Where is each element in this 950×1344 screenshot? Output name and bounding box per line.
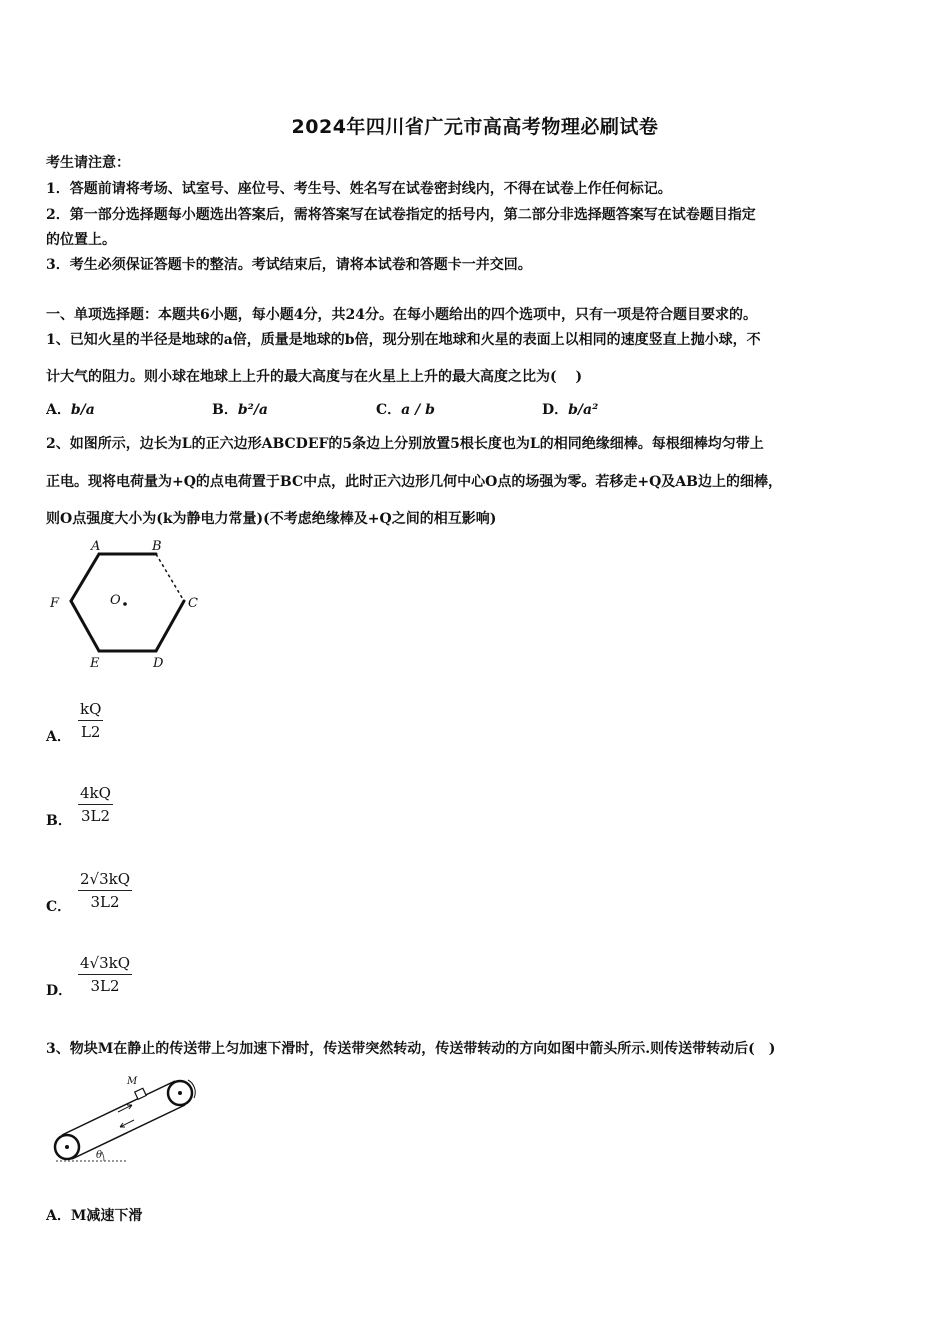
belt-top xyxy=(62,1081,175,1135)
notice-item-2: 2．第一部分选择题每小题选出答案后，需将答案写在试卷指定的括号内，第二部分非选择题答案写在试卷题目指定 xyxy=(46,207,756,223)
option-label: C． xyxy=(46,899,72,915)
q1-option-c[interactable] xyxy=(376,399,435,419)
conveyor-belt-figure xyxy=(48,1072,208,1168)
option-text: a / b xyxy=(401,402,435,418)
option-label: B． xyxy=(46,813,72,829)
option-label: D． xyxy=(542,402,569,418)
option-label: D． xyxy=(46,983,73,999)
edge-bc-dashed xyxy=(156,554,184,601)
edge-dc xyxy=(156,601,184,651)
upper-roller-axle xyxy=(178,1091,182,1095)
edge-fe xyxy=(71,601,99,651)
fraction xyxy=(78,870,132,911)
q3-option-a[interactable] xyxy=(46,1205,142,1225)
angle-arc xyxy=(102,1152,104,1161)
option-label: C． xyxy=(376,402,402,418)
numerator: 4kQ xyxy=(78,784,113,805)
q2-stem-line-2: 正电。现将电荷量为+Q的点电荷置于BC中点，此时正六边形几何中心O点的场强为零。若移走+Q及AB边上的细棒， xyxy=(46,474,782,490)
angle-label-theta: θ xyxy=(96,1150,103,1161)
denominator: L2 xyxy=(80,723,101,741)
vertex-label-d: D xyxy=(153,656,164,671)
option-text: b/a xyxy=(70,402,95,418)
notice-heading: 考生请注意： xyxy=(46,155,130,171)
q1-option-b[interactable] xyxy=(212,399,268,419)
vertex-label-e: E xyxy=(90,656,100,671)
center-point xyxy=(123,602,127,606)
vertex-label-a: A xyxy=(91,539,101,554)
q1-option-a[interactable] xyxy=(46,399,95,419)
hexagon-figure xyxy=(44,538,214,673)
option-text: b/a² xyxy=(568,402,599,418)
center-label-o: O xyxy=(110,593,121,608)
block-m xyxy=(135,1088,147,1099)
notice-item-3: 3．考生必须保证答题卡的整洁。考试结束后，请将本试卷和答题卡一并交回。 xyxy=(46,257,532,273)
option-text: M减速下滑 xyxy=(70,1208,143,1224)
lower-roller-axle xyxy=(65,1145,69,1149)
numerator: 2√3kQ xyxy=(78,870,132,891)
denominator: 3L2 xyxy=(90,893,120,911)
option-label: A． xyxy=(46,729,71,745)
section-heading: 一、单项选择题：本题共6小题，每小题4分，共24分。在每小题给出的四个选项中，只有一项是符合题目要求的。 xyxy=(46,307,757,323)
fraction xyxy=(78,784,113,825)
denominator: 3L2 xyxy=(90,977,120,995)
q1-stem-line-1: 1、已知火星的半径是地球的a倍，质量是地球的b倍，现分别在地球和火星的表面上以相同的速度竖直上抛小球，不 xyxy=(46,332,761,348)
q2-stem-line-1: 2、如图所示，边长为L的正六边形ABCDEF的5条边上分别放置5根长度也为L的相同绝缘细棒。每根细棒均匀带上 xyxy=(46,436,764,452)
vertex-label-b: B xyxy=(152,539,162,554)
option-label: A． xyxy=(46,1208,71,1224)
q1-option-d[interactable] xyxy=(542,399,598,419)
q3-stem-line-1: 3、物块M在静止的传送带上匀加速下滑时，传送带突然转动，传送带转动的方向如图中箭头所示.则传送带转动后( ) xyxy=(46,1041,776,1057)
belt-bottom xyxy=(72,1105,185,1159)
q2-stem-line-3: 则O点强度大小为(k为静电力常量)(不考虑绝缘棒及+Q之间的相互影响) xyxy=(46,511,497,527)
edge-fa xyxy=(71,554,99,601)
notice-item-2-cont: 的位置上。 xyxy=(46,232,116,248)
block-label-m: M xyxy=(127,1076,138,1087)
fraction xyxy=(78,700,103,741)
arrow-up-icon xyxy=(118,1105,132,1112)
hexagon-edges xyxy=(71,554,184,651)
fraction xyxy=(78,954,132,995)
arrow-down-icon xyxy=(120,1120,134,1127)
vertex-label-c: C xyxy=(188,596,198,611)
page-title: 2024年四川省广元市高高考物理必刷试卷 xyxy=(291,116,659,138)
option-text: b²/a xyxy=(237,402,268,418)
q1-stem-line-2: 计大气的阻力。则小球在地球上上升的最大高度与在火星上上升的最大高度之比为( ) xyxy=(46,369,583,385)
numerator: 4√3kQ xyxy=(78,954,132,975)
denominator: 3L2 xyxy=(80,807,110,825)
numerator: kQ xyxy=(78,700,103,721)
vertex-label-f: F xyxy=(50,596,60,611)
option-label: B． xyxy=(212,402,238,418)
notice-item-1: 1．答题前请将考场、试室号、座位号、考生号、姓名写在试卷密封线内，不得在试卷上作任何标记。 xyxy=(46,181,672,197)
option-label: A． xyxy=(46,402,71,418)
